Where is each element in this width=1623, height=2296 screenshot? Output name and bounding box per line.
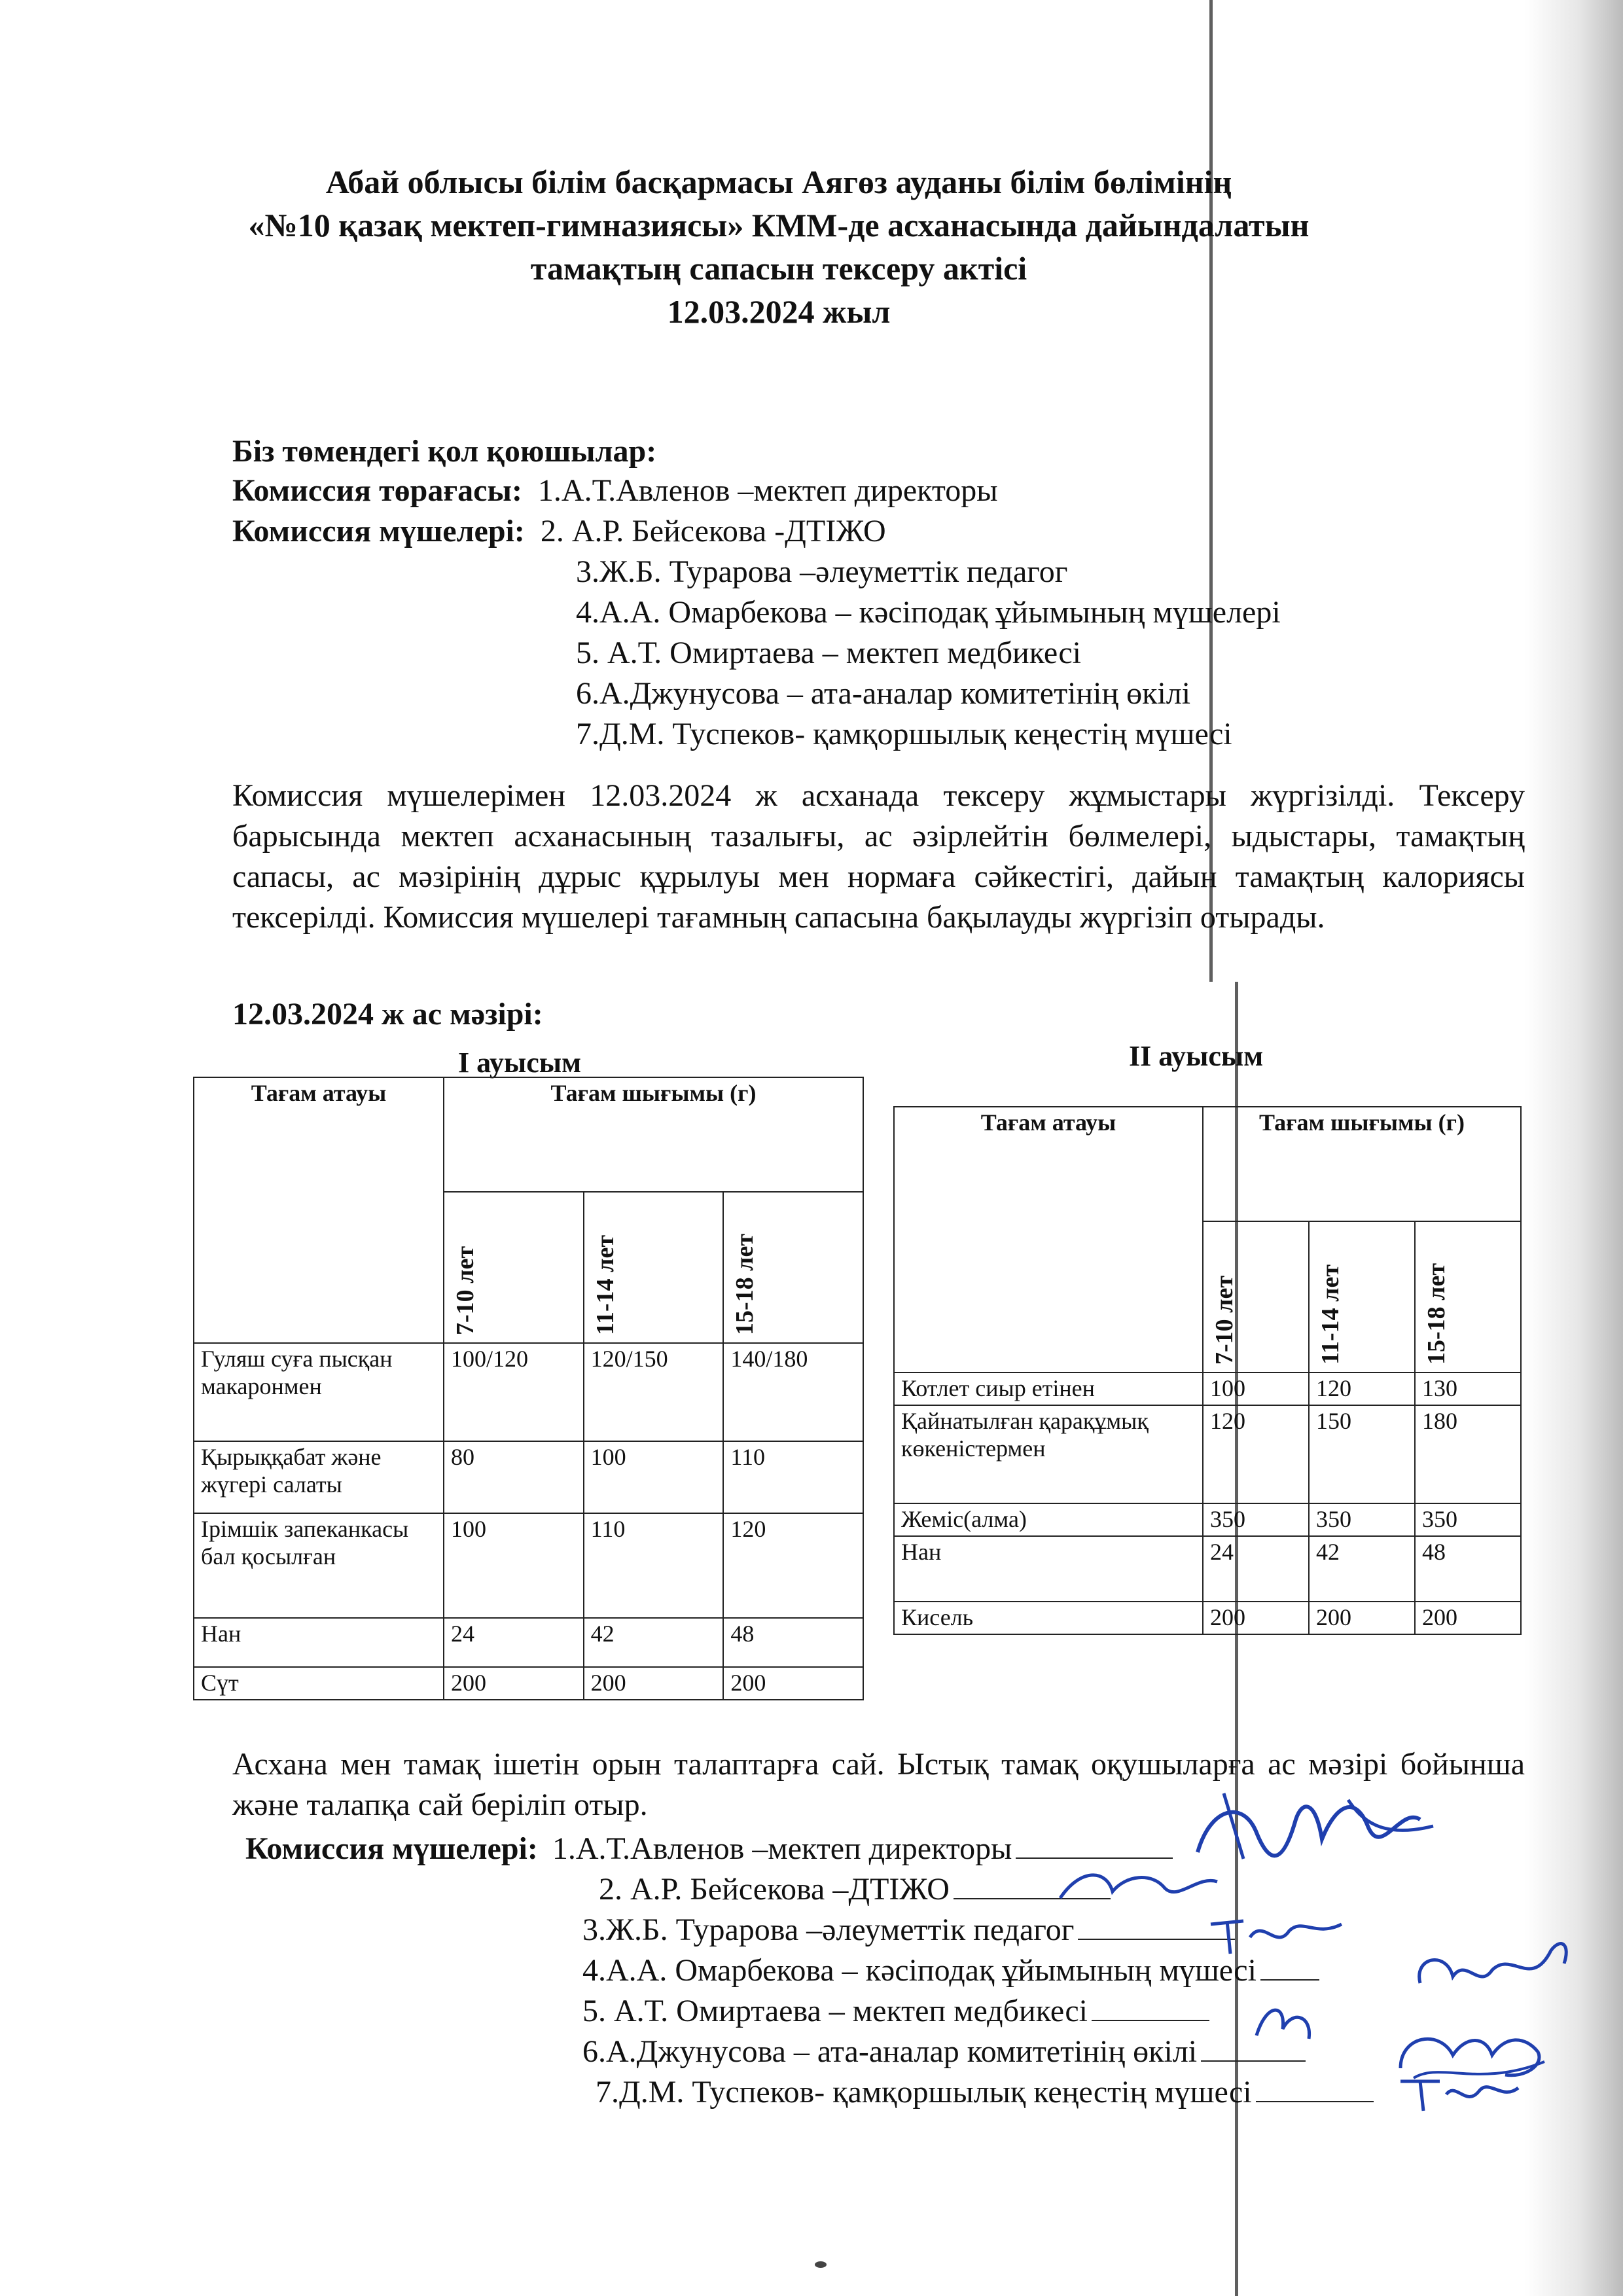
- portion-cell: 120: [723, 1513, 863, 1618]
- portion-cell: 350: [1415, 1503, 1521, 1536]
- portion-cell: 42: [584, 1618, 724, 1667]
- signoff-member-3: 3.Ж.Б. Турарова –әлеуметтік педагог: [582, 1912, 1075, 1947]
- signature-3-icon: [1204, 1898, 1348, 1957]
- portion-cell: 24: [1203, 1536, 1309, 1602]
- signoff-member-6: 6.А.Джунусова – ата-аналар комитетінің өкілі: [582, 2034, 1198, 2069]
- shift2-age-3: 15-18 лет: [1415, 1221, 1521, 1372]
- conclusion-paragraph: Асхана мен тамақ ішетін орын талаптарға сай. Ыстық тамақ оқушыларға ас мәзірі бойынша және талапқа сай беріліп отыр.: [232, 1747, 1525, 1822]
- portion-cell: 100: [584, 1441, 724, 1513]
- signoff-member-4: 4.А.А. Омарбекова – кәсіподақ ұйымының мүшесі: [582, 1953, 1257, 1988]
- member-6: 6.А.Джунусова – ата-аналар комитетінің өкілі: [576, 676, 1191, 711]
- portion-cell: 110: [723, 1441, 863, 1513]
- shift2-header-output: Тағам шығымы (г): [1203, 1107, 1521, 1221]
- dish-name: Қайнатылған қарақұмық көкеністермен: [894, 1405, 1203, 1503]
- dish-name: Қырыққабат және жүгері салаты: [194, 1441, 444, 1513]
- portion-cell: 200: [584, 1667, 724, 1700]
- shift1-age-3: 15-18 лет: [723, 1192, 863, 1343]
- shift1-header-name: Тағам атауы: [194, 1077, 444, 1343]
- portion-cell: 42: [1309, 1536, 1415, 1602]
- portion-cell: 100: [1203, 1372, 1309, 1405]
- portion-cell: 120/150: [584, 1343, 724, 1441]
- shift2-menu-table: [893, 1106, 1522, 1635]
- portion-cell: 100/120: [444, 1343, 584, 1441]
- header-line-1: Абай облысы білім басқармасы Аягөз ауданы білім бөлімінің: [325, 164, 1232, 200]
- shift2-age-2: 11-14 лет: [1309, 1221, 1415, 1372]
- signoff-member-2: 2. А.Р. Бейсекова –ДТІЖО: [599, 1872, 950, 1907]
- shift1-title: І ауысым: [458, 1047, 582, 1079]
- dish-name: Гуляш суға пысқан макаронмен: [194, 1343, 444, 1441]
- signoff-row-3: [582, 1910, 1235, 1950]
- dish-name: Котлет сиыр етінен: [894, 1372, 1203, 1405]
- header-line-2: «№10 қазақ мектеп-гимназиясы» КММ-де асханасында дайындалатын: [248, 207, 1310, 243]
- signature-line: [1016, 1857, 1173, 1859]
- member-2: 2. А.Р. Бейсекова -ДТІЖО: [540, 514, 886, 548]
- signoff-label: Комиссия мүшелері:: [245, 1831, 538, 1866]
- portion-cell: 200: [723, 1667, 863, 1700]
- table-row: [194, 1513, 863, 1618]
- table-row: [194, 1618, 863, 1667]
- portion-cell: 110: [584, 1513, 724, 1618]
- chair-name: 1.А.Т.Авленов –мектеп директоры: [537, 473, 998, 508]
- signoff-row-2: [599, 1870, 1111, 1909]
- signoff-row-6: [582, 2032, 1306, 2072]
- shift2-title: ІІ ауысым: [1129, 1040, 1264, 1072]
- signoff-row-5: [582, 1992, 1209, 2031]
- portion-cell: 350: [1309, 1503, 1415, 1536]
- dish-name: Нан: [194, 1618, 444, 1667]
- member-4: 4.А.А. Омарбекова – кәсіподақ ұйымының мүшелері: [576, 595, 1281, 630]
- signature-line: [1260, 1979, 1319, 1981]
- inspection-paragraph: Комиссия мүшелерімен 12.03.2024 ж асханада тексеру жұмыстары жүргізілді. Тексеру барысында мектеп асханасының тазалығы, ас әзірлейтін бөлмелері, ыдыстары, тамақтың сапасы, ас мәзірінің дұрыс құрылуы мен нормаға сәйкестігі, дайын тамақтың калориясы тексерілді. Комиссия мүшелері тағамның сапасына бақылауды жүргізіп отырады.: [232, 778, 1525, 935]
- portion-cell: 200: [1203, 1602, 1309, 1634]
- signature-7-icon: [1394, 2062, 1525, 2121]
- portion-cell: 200: [1309, 1602, 1415, 1634]
- portion-cell: 200: [1415, 1602, 1521, 1634]
- table-row: [194, 1441, 863, 1513]
- signature-2-icon: [1054, 1862, 1224, 1914]
- table-row: [894, 1503, 1521, 1536]
- shift2-age-1: 7-10 лет: [1203, 1221, 1309, 1372]
- shift2-header-name: Тағам атауы: [894, 1107, 1203, 1372]
- portion-cell: 100: [444, 1513, 584, 1618]
- signers-heading: Біз төмендегі қол қоюшылар:: [232, 434, 657, 469]
- shift1-age-1: 7-10 лет: [444, 1192, 584, 1343]
- signature-1-icon: [1185, 1780, 1446, 1878]
- shift1-menu-table: [193, 1077, 864, 1700]
- member-5: 5. А.Т. Омиртаева – мектеп медбикесі: [576, 636, 1081, 670]
- table-row: [894, 1405, 1521, 1503]
- portion-cell: 350: [1203, 1503, 1309, 1536]
- signoff-first: [245, 1829, 1173, 1869]
- commission-chair: [232, 471, 997, 511]
- member-3: 3.Ж.Б. Турарова –әлеуметтік педагог: [576, 554, 1068, 589]
- portion-cell: 130: [1415, 1372, 1521, 1405]
- portion-cell: 180: [1415, 1405, 1521, 1503]
- shift1-age-2: 11-14 лет: [584, 1192, 724, 1343]
- table-row: [194, 1343, 863, 1441]
- signature-5-icon: [1247, 1990, 1325, 2049]
- portion-cell: 200: [444, 1667, 584, 1700]
- commission-members-first: [232, 512, 886, 551]
- dish-name: Кисель: [894, 1602, 1203, 1634]
- portion-cell: 150: [1309, 1405, 1415, 1503]
- signoff-row-4: [582, 1951, 1319, 1990]
- signature-4-icon: [1407, 1931, 1577, 2003]
- table-row: [194, 1667, 863, 1700]
- signature-line: [1092, 2020, 1209, 2021]
- table-row: [894, 1602, 1521, 1634]
- dish-name: Сүт: [194, 1667, 444, 1700]
- dish-name: Ірімшік запеканкасы бал қосылған: [194, 1513, 444, 1618]
- signature-line: [1256, 2101, 1374, 2102]
- document-header: [196, 160, 1361, 333]
- table-row: [894, 1536, 1521, 1602]
- signature-line: [1201, 2060, 1306, 2062]
- portion-cell: 24: [444, 1618, 584, 1667]
- portion-cell: 120: [1309, 1372, 1415, 1405]
- dish-name: Жеміс(алма): [894, 1503, 1203, 1536]
- signoff-member-7: 7.Д.М. Туспеков- қамқоршылық кеңестің мүшесі: [596, 2075, 1252, 2109]
- members-label: Комиссия мүшелері:: [232, 514, 525, 548]
- portion-cell: 48: [723, 1618, 863, 1667]
- chair-label: Комиссия төрағасы:: [232, 473, 522, 508]
- portion-cell: 48: [1415, 1536, 1521, 1602]
- scan-speck-icon: [815, 2261, 827, 2268]
- portion-cell: 120: [1203, 1405, 1309, 1503]
- dish-name: Нан: [894, 1536, 1203, 1602]
- signoff-row-7: [596, 2073, 1374, 2112]
- header-line-3: тамақтың сапасын тексеру актісі: [530, 250, 1027, 287]
- signoff-member-1: 1.А.Т.Авленов –мектеп директоры: [552, 1831, 1012, 1866]
- shift1-header-output: Тағам шығымы (г): [444, 1077, 863, 1192]
- signoff-member-5: 5. А.Т. Омиртаева – мектеп медбикесі: [582, 1994, 1088, 2028]
- table-row: [894, 1372, 1521, 1405]
- member-7: 7.Д.М. Туспеков- қамқоршылық кеңестің мүшесі: [576, 717, 1232, 751]
- portion-cell: 80: [444, 1441, 584, 1513]
- menu-title: 12.03.2024 ж ас мәзірі:: [232, 997, 543, 1031]
- portion-cell: 140/180: [723, 1343, 863, 1441]
- header-date: 12.03.2024 жыл: [667, 293, 891, 330]
